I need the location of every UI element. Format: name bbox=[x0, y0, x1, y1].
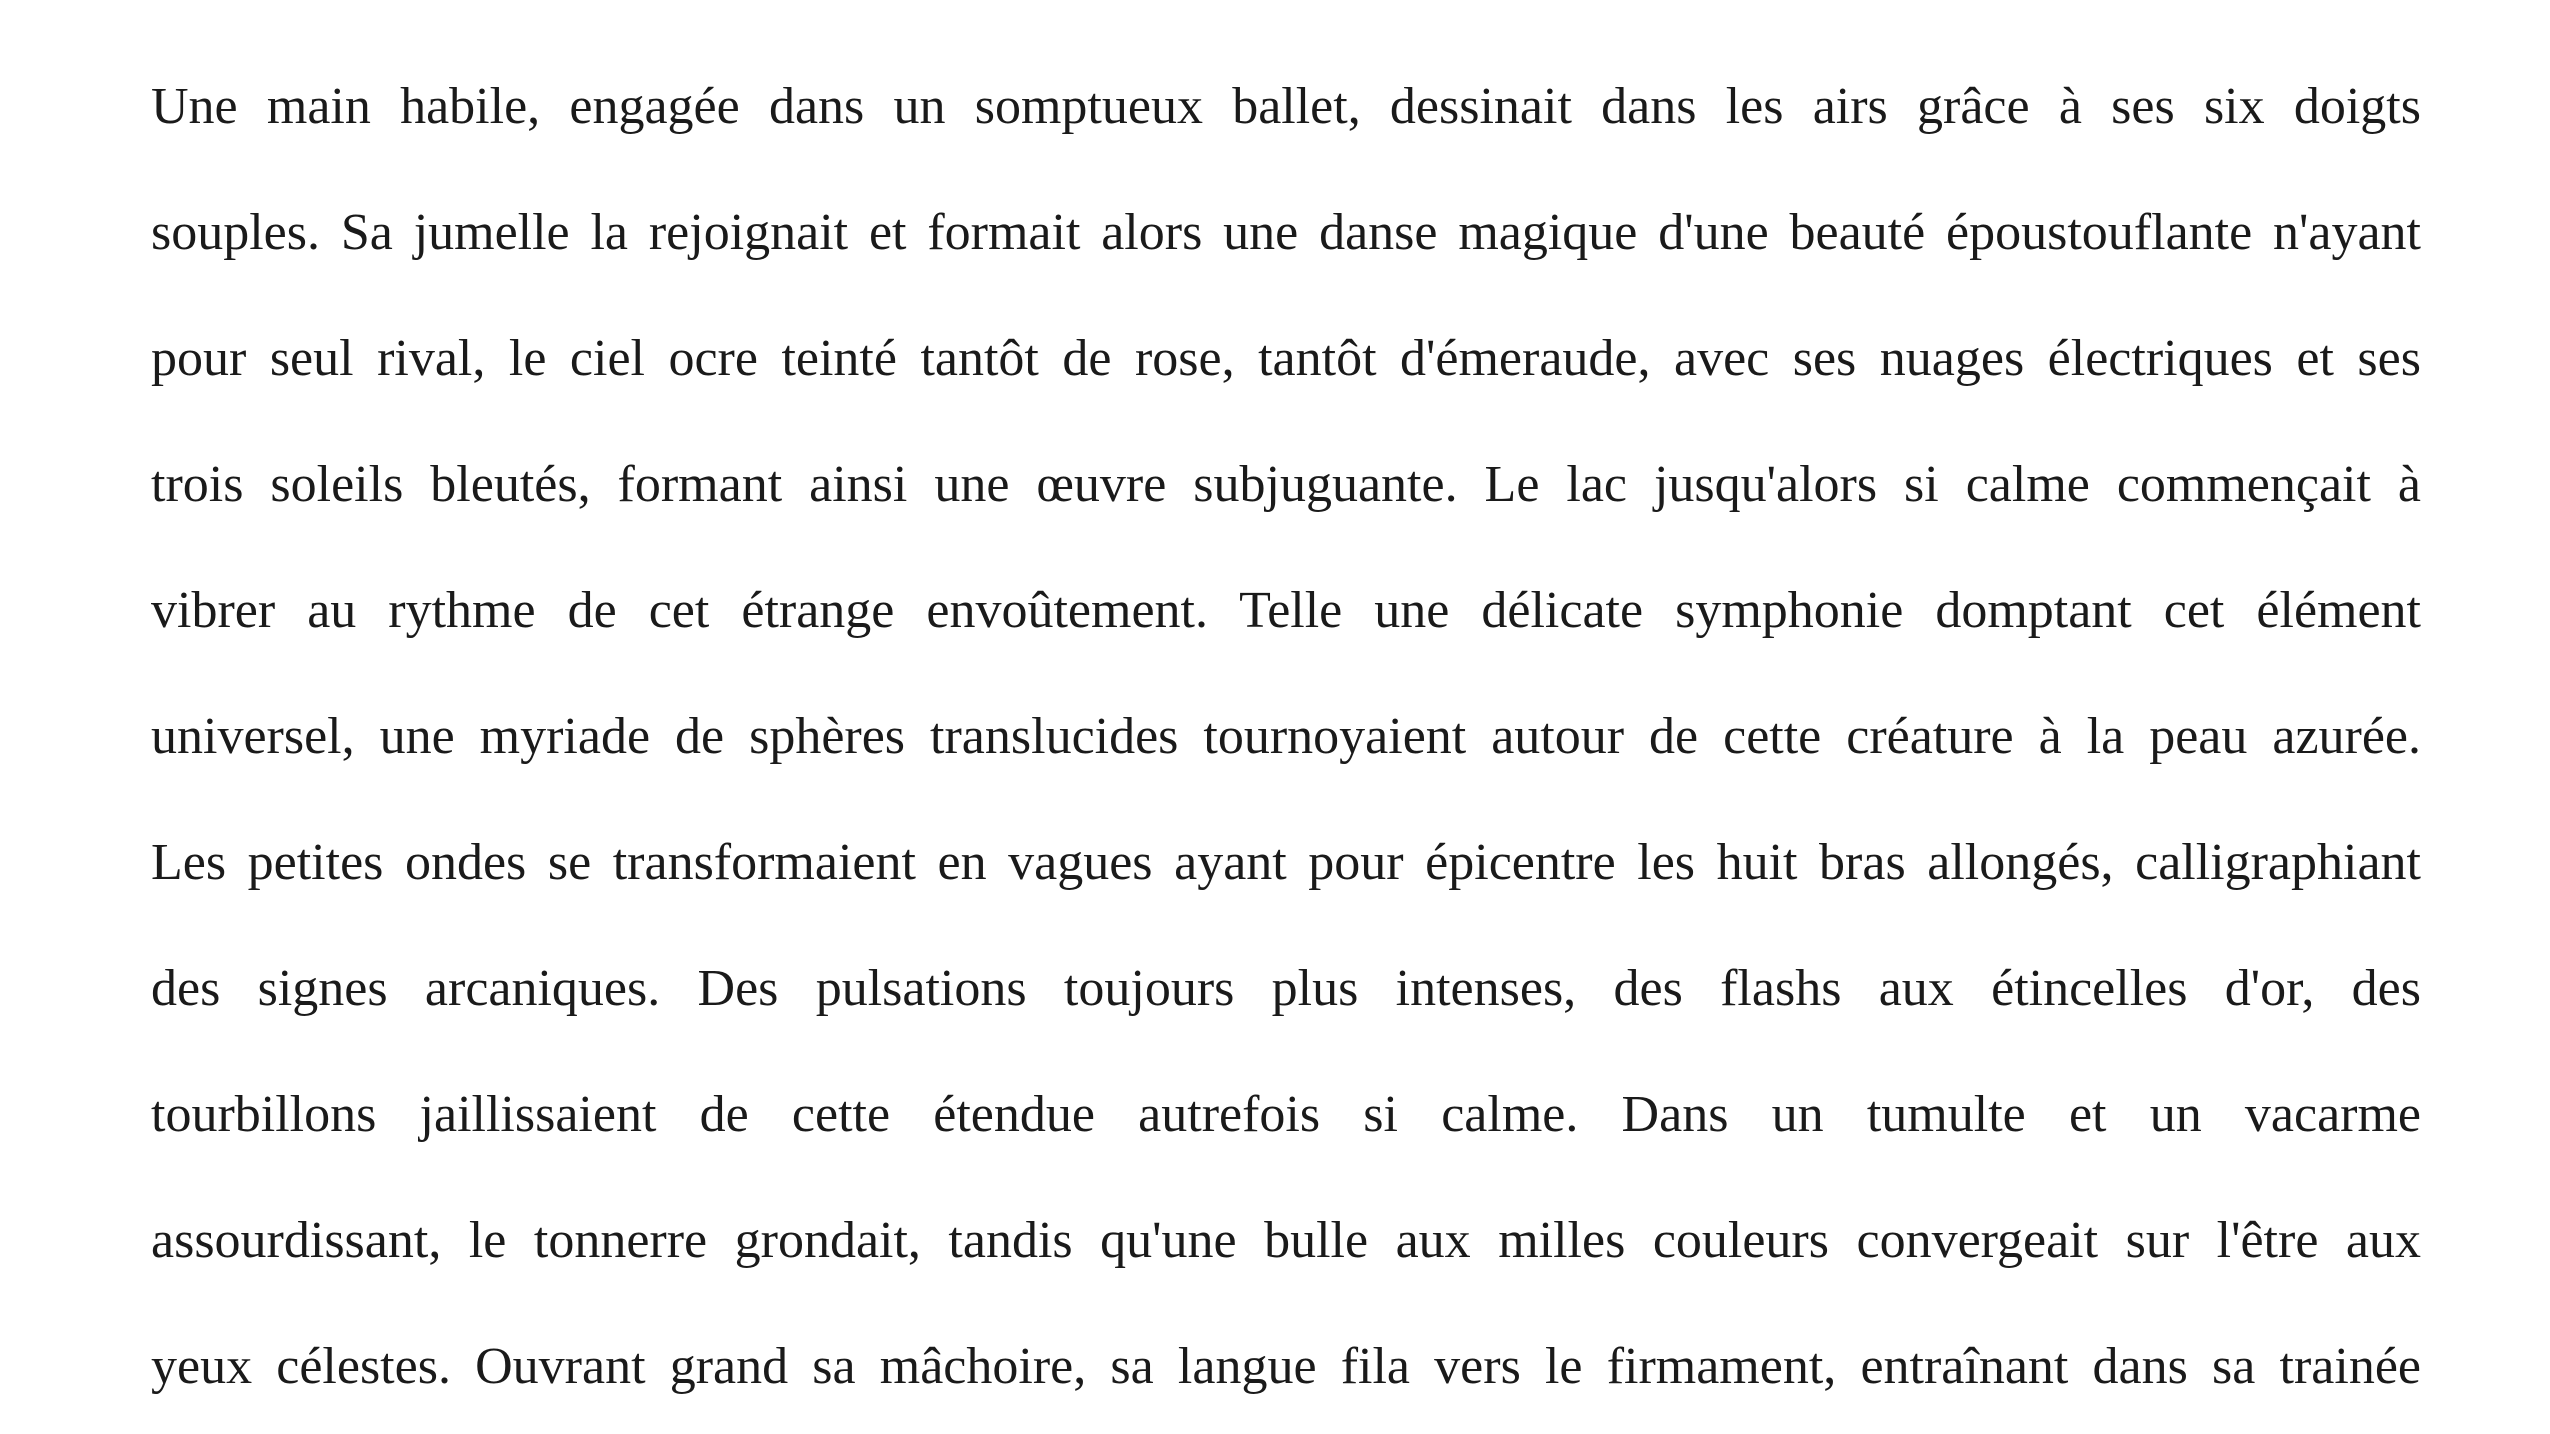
text-line-9: tourbillons jaillissaient de cette étendue autrefois si calme. Dans un tumulte et un vacarme bbox=[151, 1086, 2421, 1143]
text-line-7: Les petites ondes se transformaient en vagues ayant pour épicentre les huit bras allongés, calligraphiant bbox=[151, 834, 2421, 891]
text-line-4: trois soleils bleutés, formant ainsi une œuvre subjuguante. Le lac jusqu'alors si calme commençait à bbox=[151, 456, 2421, 513]
text-line-10: assourdissant, le tonnerre grondait, tandis qu'une bulle aux milles couleurs convergeait sur l'être aux bbox=[151, 1212, 2421, 1269]
text-line-11: yeux célestes. Ouvrant grand sa mâchoire, sa langue fila vers le firmament, entraînant dans sa trainée bbox=[151, 1338, 2421, 1395]
text-line-1: Une main habile, engagée dans un somptueux ballet, dessinait dans les airs grâce à ses six doigts bbox=[151, 78, 2421, 135]
paragraph bbox=[151, 44, 2421, 1430]
text-line-8: des signes arcaniques. Des pulsations toujours plus intenses, des flashs aux étincelles d'or, des bbox=[151, 960, 2421, 1017]
text-line-5: vibrer au rythme de cet étrange envoûtement. Telle une délicate symphonie domptant cet élément bbox=[151, 582, 2421, 639]
text-line-3: pour seul rival, le ciel ocre teinté tantôt de rose, tantôt d'émeraude, avec ses nuages électriques et ses bbox=[151, 330, 2421, 387]
text-line-6: universel, une myriade de sphères translucides tournoyaient autour de cette créature à la peau azurée. bbox=[151, 708, 2421, 765]
text-line-2: souples. Sa jumelle la rejoignait et formait alors une danse magique d'une beauté époustouflante n'ayant bbox=[151, 204, 2421, 261]
